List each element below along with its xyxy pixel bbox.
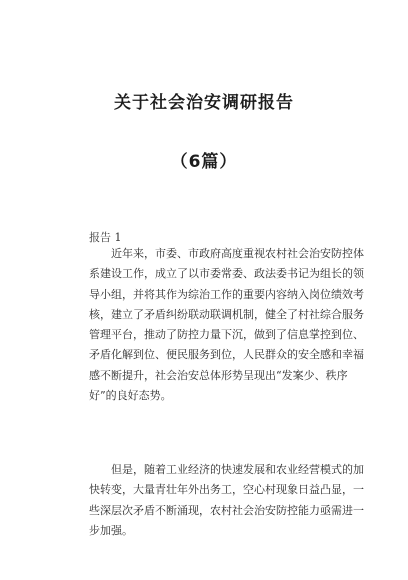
- paragraph-line: 快转变，大量青壮年外出务工，空心村现象日益凸显，一: [89, 483, 364, 497]
- document-subtitle: （6篇）: [170, 152, 238, 172]
- paragraph-line: 但是，随着工业经济的快速发展和农业经营模式的加: [89, 463, 364, 476]
- paragraph-line: 矛盾化解到位、便民服务到位，人民群众的安全感和幸福: [89, 348, 364, 362]
- report-label: 报告 1: [89, 231, 122, 244]
- paragraph-line: 导小组，并将其作为综治工作的重要内容纳入岗位绩效考: [89, 287, 364, 301]
- paragraph-line: 系建设工作，成立了以市委常委、政法委书记为组长的领: [89, 267, 364, 281]
- paragraph-2: [89, 460, 364, 541]
- paragraph-line: 管理平台，推动了防控力量下沉，做到了信息掌控到位、: [89, 328, 364, 342]
- paragraph-line: 核，建立了矛盾纠纷联动联调机制，健全了村社综合服务: [89, 307, 364, 321]
- paragraph-line: 步加强。: [89, 523, 133, 537]
- paragraph-1: [89, 244, 364, 406]
- paragraph-line: 近年来，市委、市政府高度重视农村社会治安防控体: [89, 247, 364, 260]
- paragraph-line: 好”的良好态势。: [89, 389, 172, 403]
- paragraph-line: 些深层次矛盾不断涌现，农村社会治安防控能力亟需进一: [89, 503, 364, 517]
- document-title: 关于社会治安调研报告: [114, 93, 294, 113]
- paragraph-line: 感不断提升，社会治安总体形势呈现出“发案少、秩序: [89, 368, 348, 382]
